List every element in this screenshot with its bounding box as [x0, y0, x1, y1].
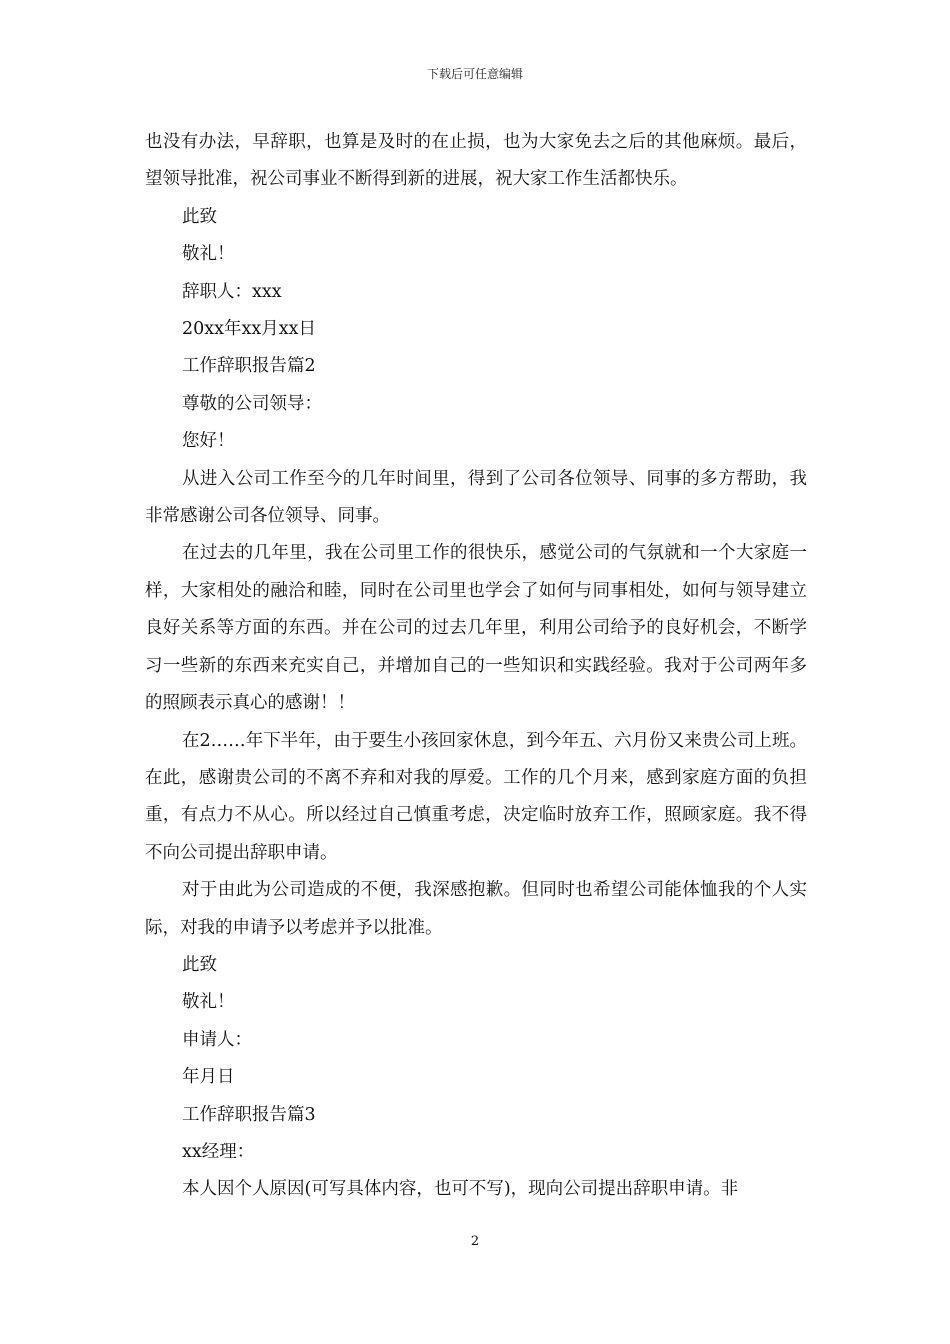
paragraph: 在过去的几年里，我在公司里工作的很快乐，感觉公司的气氛就和一个大家庭一样，大家相处的融洽和睦，同时在公司里也学会了如何与同事相处，如何与领导建立良好关系等方面的东西。并在公司的过去几年里，利用公司给予的良好机会，不断学习一些新的东西来充实自己，并增加自己的一些知识和实践经验。我对于公司两年多的照顾表示真心的感谢！！: [145, 543, 807, 714]
paragraph: 本人因个人原因(可写具体内容，也可不写)，现向公司提出辞职申请。非: [182, 1179, 739, 1200]
section-title: 工作辞职报告篇2: [182, 356, 316, 377]
page-number: 2: [470, 1234, 480, 1249]
page-header-note: 下载后可任意编辑: [426, 67, 523, 81]
closing-salutation: 此致: [182, 954, 217, 975]
greeting: xx经理：: [182, 1141, 255, 1162]
signature-line: 辞职人：xxx: [182, 281, 282, 302]
date-line: 年月日: [182, 1067, 235, 1088]
paragraph: 在2……年下半年，由于要生小孩回家休息，到今年五、六月份又来贵公司上班。在此，感谢贵公司的不离不弃和对我的厚爱。工作的几个月来，感到家庭方面的负担重，有点力不从心。所以经过自己慎重考虑，决定临时放弃工作，照顾家庭。我不得不向公司提出辞职申请。: [145, 730, 807, 863]
signature-line: 申请人：: [182, 1029, 252, 1050]
closing-regards: 敬礼！: [182, 244, 235, 265]
greeting-hello: 您好！: [182, 431, 235, 452]
closing-salutation: 此致: [182, 206, 217, 227]
paragraph: 对于由此为公司造成的不便，我深感抱歉。但同时也希望公司能体恤我的个人实际，对我的申请予以考虑并予以批准。: [145, 880, 807, 938]
paragraph: 从进入公司工作至今的几年时间里，得到了公司各位领导、同事的多方帮助，我非常感谢公司各位领导、同事。: [145, 468, 807, 527]
paragraph: 也没有办法，早辞职，也算是及时的在止损，也为大家免去之后的其他麻烦。最后，望领导批准，祝公司事业不断得到新的进展，祝大家工作生活都快乐。: [145, 132, 807, 190]
section-title: 工作辞职报告篇3: [182, 1104, 316, 1125]
closing-regards: 敬礼！: [182, 992, 235, 1013]
document-body: [145, 124, 807, 1209]
greeting: 尊敬的公司领导：: [182, 393, 322, 414]
date-line: 20xx年xx月xx日: [182, 319, 316, 340]
